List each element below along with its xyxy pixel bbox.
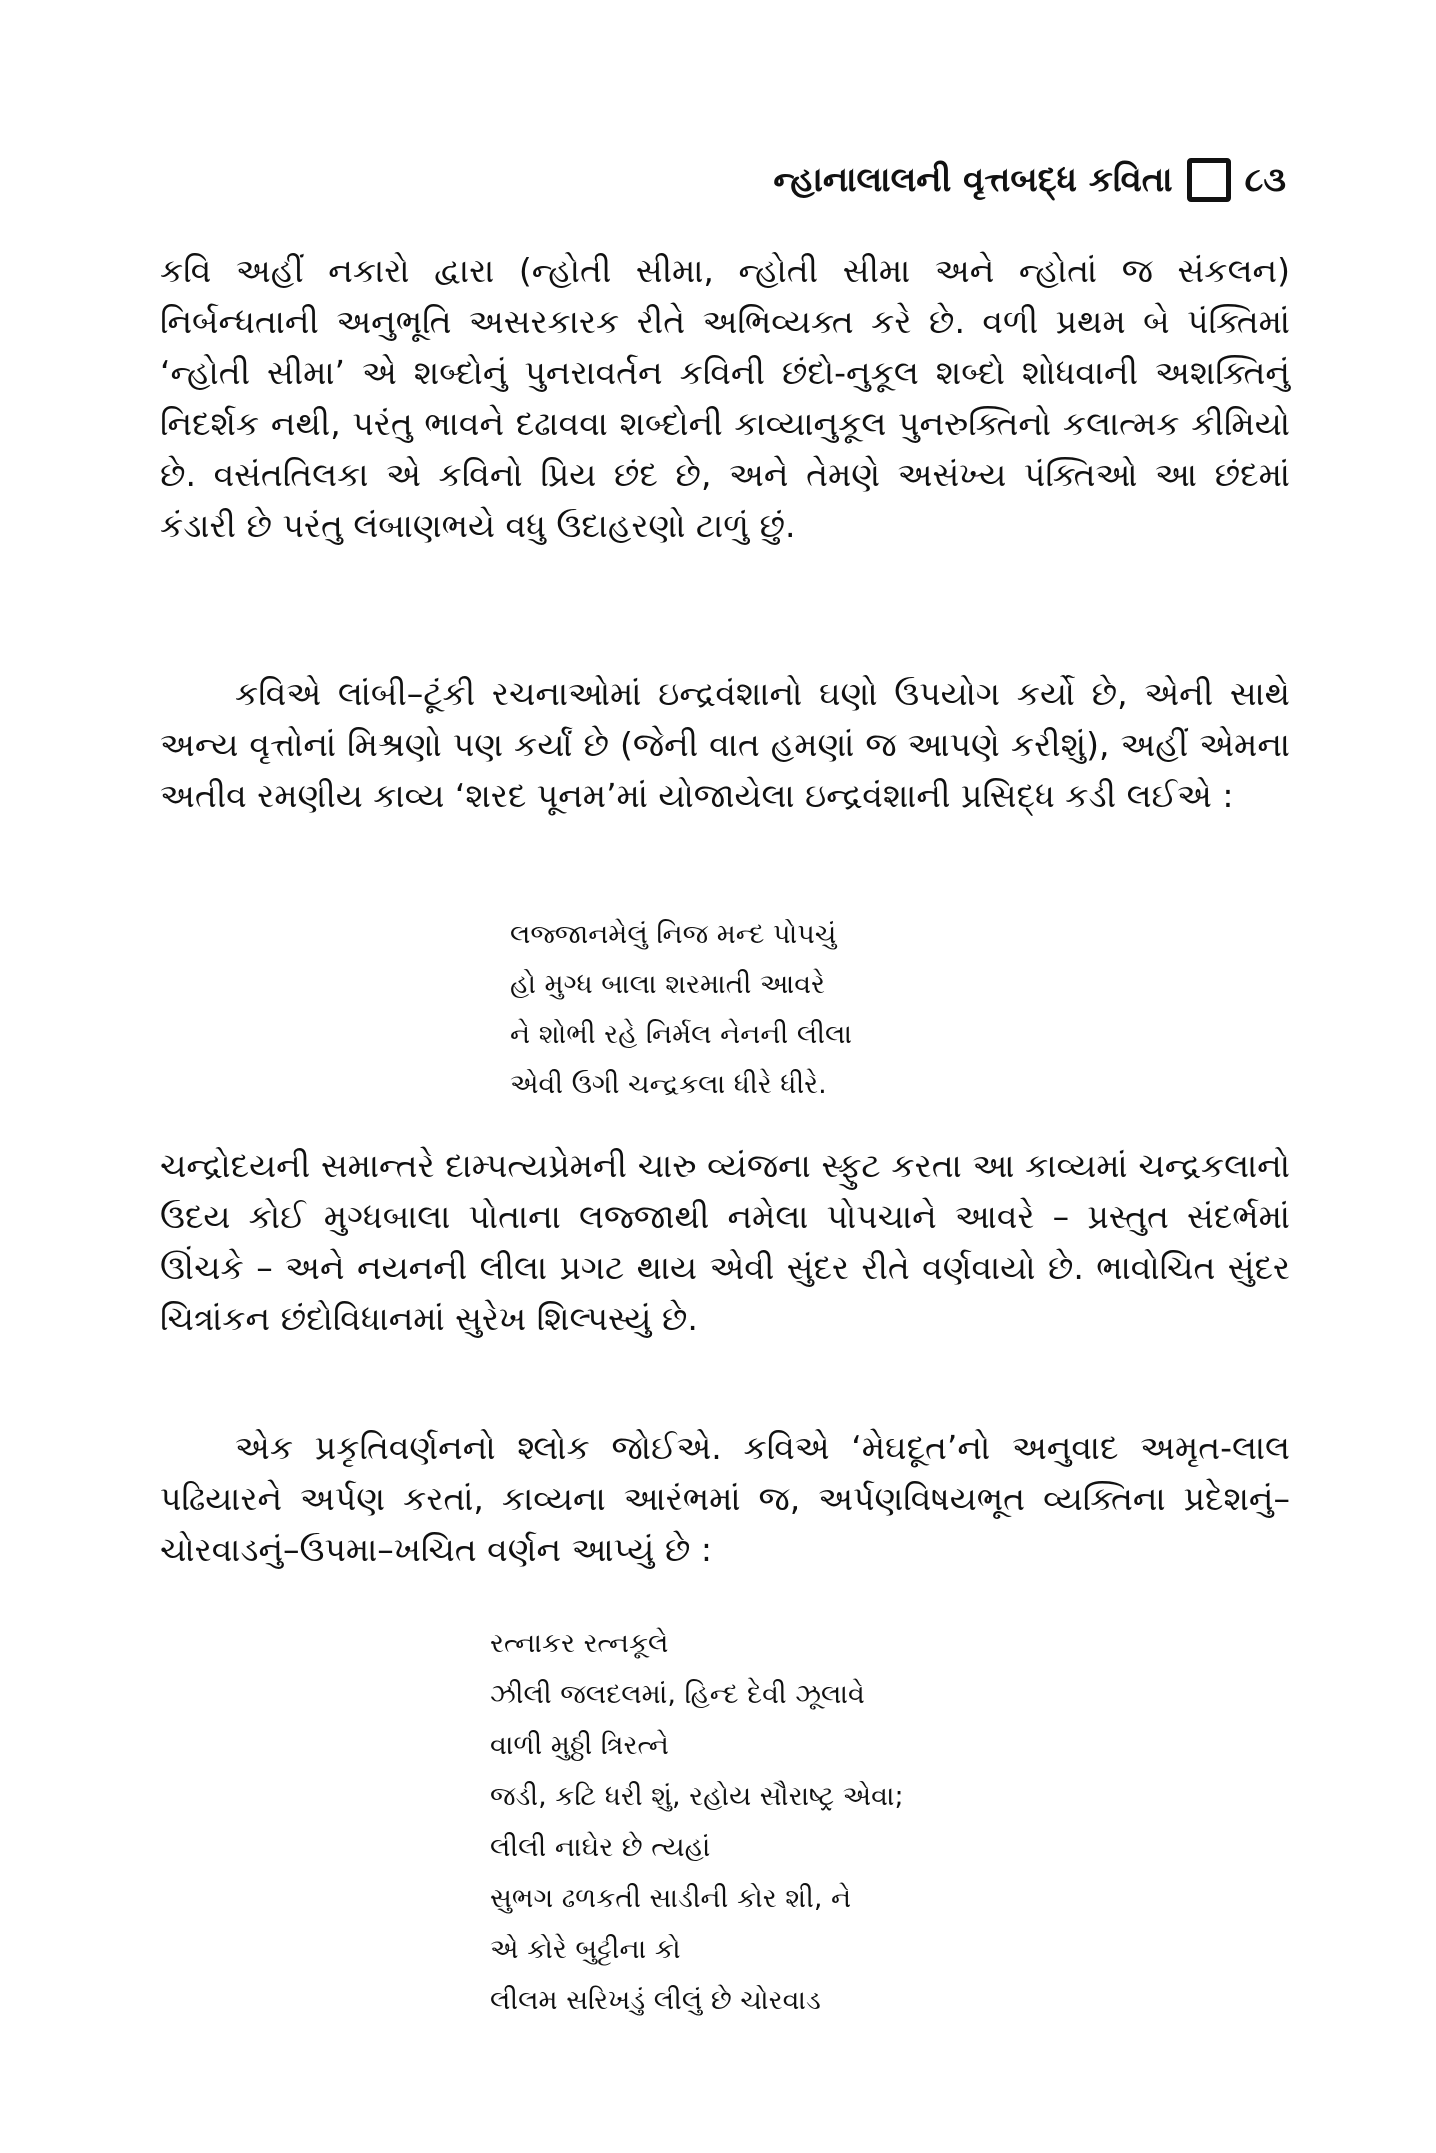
paragraph-2: કવિએ લાંબી–ટૂંકી રચનાઓમાં ઇન્દ્રવંશાનો ઘણો ઉપયોગ કર્યો છે, એની સાથે અન્ય વૃત્તોનાં મિશ્રણો પણ કર્યાં છે (જેની વાત હમણાં જ આપણે કરીશું), અહીં એમના અતીવ રમણીય કાવ્ય ‘શરદ પૂનમ’માં યોજાયેલા ઇન્દ્રવંશાની પ્રસિદ્ધ કડી લઈએ :: [160, 674, 1290, 815]
verse-quote-2: [490, 1618, 904, 2026]
verse-line: એ કોરે બુટ્ટીના કો: [490, 1934, 681, 1965]
square-ornament-icon: [1187, 158, 1231, 202]
verse-line: સુભગ ઢળકતી સાડીની કોર શી, ને: [490, 1883, 852, 1914]
verse-line: લજ્જાનમેલું નિજ મન્દ પોપચું: [510, 919, 837, 950]
verse-line: ઝીલી જલદલમાં, હિન્દ દેવી ઝૂલાવે: [490, 1679, 865, 1710]
verse-line: ને શોભી રહે નિર્મલ નેનની લીલા: [510, 1019, 852, 1050]
paragraph-3: ચન્દ્રોદયની સમાન્તરે દામ્પત્યપ્રેમની ચારુ વ્યંજના સ્ફુટ કરતા આ કાવ્યમાં ચન્દ્રકલાનો ઉદય કોઈ મુગ્ધબાલા પોતાના લજ્જાથી નમેલા પોપચાને આવરે – પ્રસ્તુત સંદર્ભમાં ઊંચકે – અને નયનની લીલા પ્રગટ થાય એવી સુંદર રીતે વર્ણવાયો છે. ભાવોચિત સુંદર ચિત્રાંકન છંદોવિધાનમાં સુરેખ શિલ્પસ્યું છે.: [160, 1146, 1290, 1338]
running-header: [773, 158, 1286, 202]
running-title: ન્હાનાલાલની વૃત્તબદ્ધ કવિતા: [773, 160, 1173, 200]
verse-line: વાળી મુઠ્ઠી ત્રિરત્ને: [490, 1730, 669, 1761]
verse-quote-1: [510, 910, 852, 1110]
verse-line: લીલમ સરિખડું લીલું છે ચોરવાડ: [490, 1985, 821, 2016]
verse-line: લીલી નાઘેર છે ત્યહાં: [490, 1832, 711, 1863]
verse-line: રત્નાકર રત્નકૂલે: [490, 1628, 669, 1659]
verse-line: જડી, કટિ ધરી શું, રહોય સૌરાષ્ટ્ર એવા;: [490, 1781, 904, 1812]
paragraph-4: એક પ્રકૃતિવર્ણનનો શ્લોક જોઈએ. કવિએ ‘મેઘદૂત’નો અનુવાદ અમૃત-લાલ પઢિયારને અર્પણ કરતાં, કાવ્યના આરંભમાં જ, અર્પણવિષયભૂત વ્યક્તિના પ્રદેશનું–ચોરવાડનું–ઉપમા–ખચિત વર્ણન આપ્યું છે :: [160, 1428, 1290, 1569]
page-number: ૮૩: [1244, 160, 1286, 200]
paragraph-1: કવિ અહીં નકારો દ્વારા (ન્હોતી સીમા, ન્હોતી સીમા અને ન્હોતાં જ સંકલન) નિર્બન્ધતાની અનુભૂતિ અસરકારક રીતે અભિવ્યક્ત કરે છે. વળી પ્રથમ બે પંક્તિમાં ‘ન્હોતી સીમા’ એ શબ્દોનું પુનરાવર્તન કવિની છંદો-નુકૂલ શબ્દો શોધવાની અશક્તિનું નિદર્શક નથી, પરંતુ ભાવને દઢાવવા શબ્દોની કાવ્યાનુકૂલ પુનરુક્તિનો કલાત્મક કીમિયો છે. વસંતતિલકા એ કવિનો પ્રિય છંદ છે, અને તેમણે અસંખ્ય પંક્તિઓ આ છંદમાં કંડારી છે પરંતુ લંબાણભયે વધુ ઉદાહરણો ટાળું છું.: [160, 251, 1290, 545]
verse-line: એવી ઉગી ચન્દ્રકલા ધીરે ધીરે.: [510, 1069, 827, 1100]
verse-line: હો મુગ્ધ બાલા શરમાતી આવરે: [510, 969, 825, 1000]
